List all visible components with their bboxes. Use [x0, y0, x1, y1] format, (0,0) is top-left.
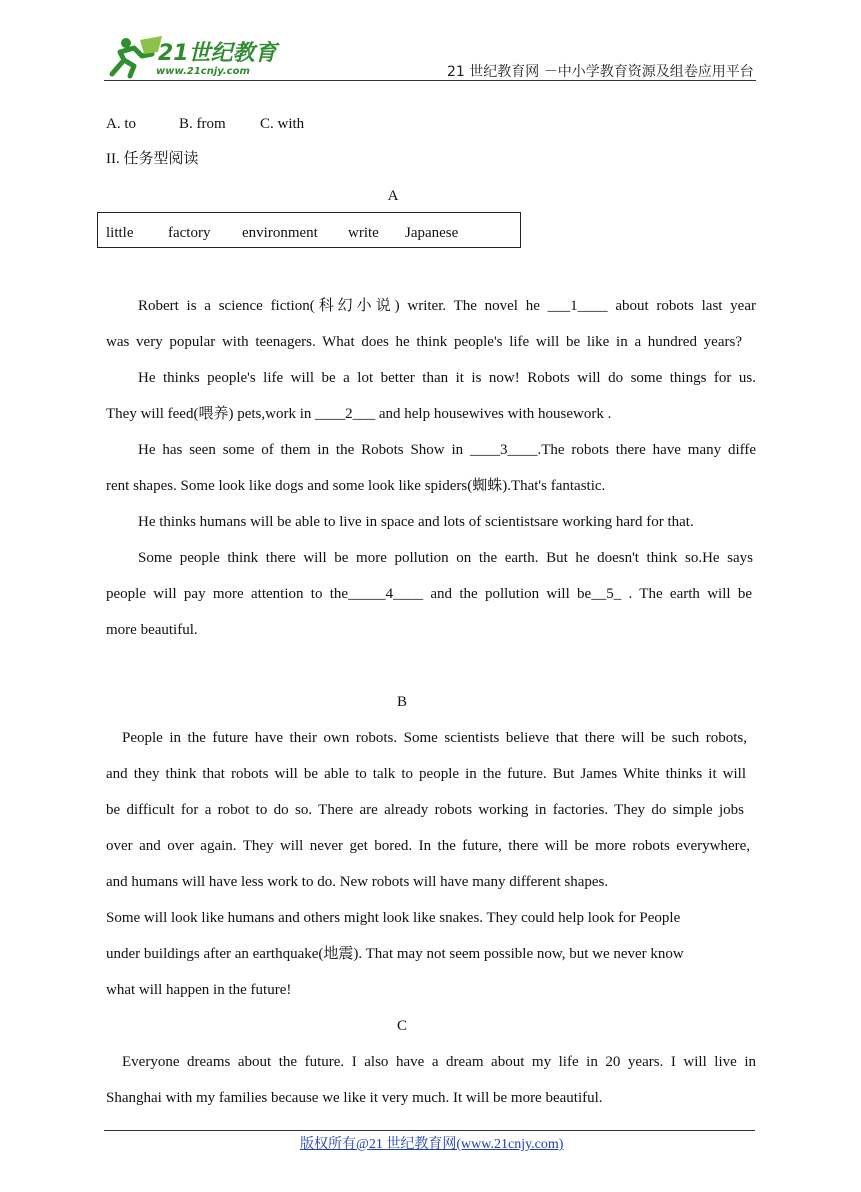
word-bank-item: Japanese	[405, 225, 459, 241]
passage-line: Robert is a science fiction(科幻小说) writer. The novel he ___1____ about robots last year	[138, 298, 756, 314]
passage-line: Everyone dreams about the future. I also have a dream about my life in 20 years. I will live in	[122, 1054, 756, 1070]
passage-line: and humans will have less work to do. New robots will have many different shapes.	[106, 874, 609, 890]
passage-line: more beautiful.	[106, 622, 198, 638]
passage-line: Shanghai with my families because we like it very much. It will be more beautiful.	[106, 1090, 603, 1106]
passage-c-label: C	[396, 1018, 407, 1034]
passage-line: People in the future have their own robots. Some scientists believe that there will be such robots,	[122, 730, 747, 746]
footer-divider	[104, 1130, 755, 1131]
word-bank-item: factory	[168, 225, 211, 241]
option-b: B. from	[179, 116, 226, 132]
passage-a-label: A	[387, 188, 399, 204]
passage-b-label: B	[396, 694, 407, 710]
passage-line: He thinks humans will be able to live in space and lots of scientistsare working hard for that.	[138, 514, 694, 530]
passage-line: He thinks people's life will be a lot better than it is now! Robots will do some things for us.	[138, 370, 756, 386]
header-site-title: 21 世纪教育网 －中小学教育资源及组卷应用平台	[447, 64, 754, 80]
word-bank-item: little	[106, 225, 134, 241]
option-a: A. to	[106, 116, 136, 132]
passage-line: rent shapes. Some look like dogs and some look like spiders(蜘蛛).That's fantastic.	[106, 478, 606, 494]
footer-copyright-link[interactable]: 版权所有@21 世纪教育网(www.21cnjy.com)	[300, 1137, 564, 1152]
logo-wordmark: 21世纪教育	[158, 41, 277, 66]
passage-line: They will feed(喂养) pets,work in ____2___ and help housewives with housework .	[106, 406, 612, 422]
logo-url: www.21cnjy.com	[156, 66, 250, 77]
word-bank-item: write	[348, 225, 379, 241]
passage-line: what will happen in the future!	[106, 982, 292, 998]
site-logo	[104, 34, 284, 82]
passage-line: be difficult for a robot to do so. There are already robots working in factories. They do simple jobs	[106, 802, 744, 818]
passage-line: and they think that robots will be able to talk to people in the future. But James White thinks it will	[106, 766, 746, 782]
passage-line: was very popular with teenagers. What does he think people's life will be like in a hundred years?	[106, 334, 742, 350]
passage-line: over and over again. They will never get bored. In the future, there will be more robots everywhere,	[106, 838, 750, 854]
passage-line: Some will look like humans and others might look like snakes. They could help look for People	[106, 910, 681, 926]
passage-line: under buildings after an earthquake(地震). That may not seem possible now, but we never know	[106, 946, 684, 962]
passage-line: people will pay more attention to the_____4____ and the pollution will be__5_ . The earth will be	[106, 586, 752, 602]
word-bank-item: environment	[242, 225, 318, 241]
option-c: C. with	[260, 116, 305, 132]
passage-line: He has seen some of them in the Robots Show in ____3____.The robots there have many diffe	[138, 442, 756, 458]
section-title: II. 任务型阅读	[106, 151, 199, 167]
header-divider	[104, 80, 756, 81]
passage-line: Some people think there will be more pollution on the earth. But he doesn't think so.He says	[138, 550, 753, 566]
